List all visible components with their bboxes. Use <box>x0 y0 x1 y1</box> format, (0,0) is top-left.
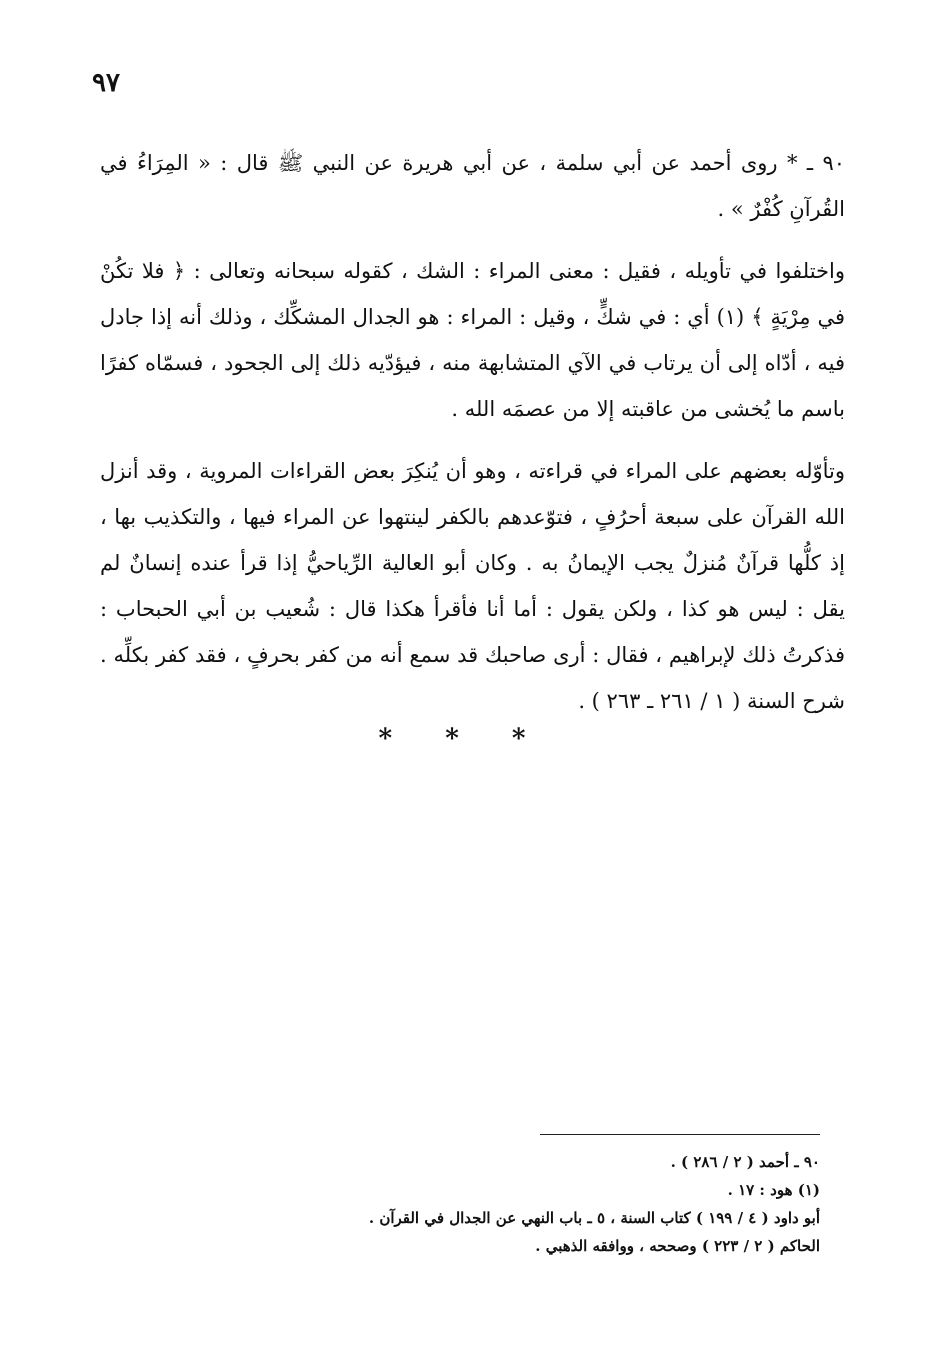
recitation-paragraph: وتأوّله بعضهم على المراء في قراءته ، وهو أن يُنكِرَ بعض القراءات المروية ، وقد أنزل الله القرآن على سبعة أحرُفٍ ، فتوّعدهم بالكفر لينتهوا عن المراء فيها ، والتكذيب بها ، إذ كلُّها قرآنٌ مُنزلٌ يجب الإيمانُ به . وكان أبو العالية الرِّياحيُّ إذا قرأ عنده إنسانٌ لم يقل : ليس هو كذا ، ولكن يقول : أما أنا فأقرأ هكذا قال : شُعيب بن أبي الحبحاب : فذكرتُ ذلك لإبراهيم ، فقال : أرى صاحبك قد سمع أنه من كفر بحرفٍ ، فقد كفر بكلِّه . شرح السنة ( ١ / ٢٦١ ـ ٢٦٣ ) . <box>100 459 845 713</box>
footnote-item: أبو داود ( ٤ / ١٩٩ ) كتاب السنة ، ٥ ـ باب النهي عن الجدال في القرآن . <box>368 1209 820 1227</box>
footnote-divider <box>540 1134 820 1135</box>
footnote-item: ٩٠ ـ أحمد ( ٢ / ٢٨٦ ) . <box>670 1153 820 1171</box>
footnote-item: (١) هود : ١٧ . <box>727 1181 820 1199</box>
footnotes <box>300 1148 820 1260</box>
interpretation-paragraph: واختلفوا في تأويله ، فقيل : معنى المراء : الشك ، كقوله سبحانه وتعالى : ﴿ فلا تكُنْ في مِرْيَةٍ ﴾ (١) أي : في شكٍّ ، وقيل : المراء : هو الجدال المشكِّك ، وذلك أنه إذا جادل فيه ، أدّاه إلى أن يرتاب في الآي المتشابهة منه ، فيؤدّيه ذلك إلى الجحود ، فسمّاه كفرًا باسم ما يُخشى من عاقبته إلا من عصمَه الله . <box>100 259 845 421</box>
footnote-item: الحاكم ( ٢ / ٢٢٣ ) وصححه ، ووافقه الذهبي . <box>535 1237 820 1255</box>
page-number: ٩٧ <box>92 68 120 98</box>
section-separator: * * * <box>378 724 548 754</box>
main-text <box>100 140 845 740</box>
hadith-paragraph: ٩٠ ـ * روى أحمد عن أبي سلمة ، عن أبي هريرة عن النبي ﷺ قال : « المِرَاءُ في القُرآنِ كُفْرٌ » . <box>100 151 845 221</box>
